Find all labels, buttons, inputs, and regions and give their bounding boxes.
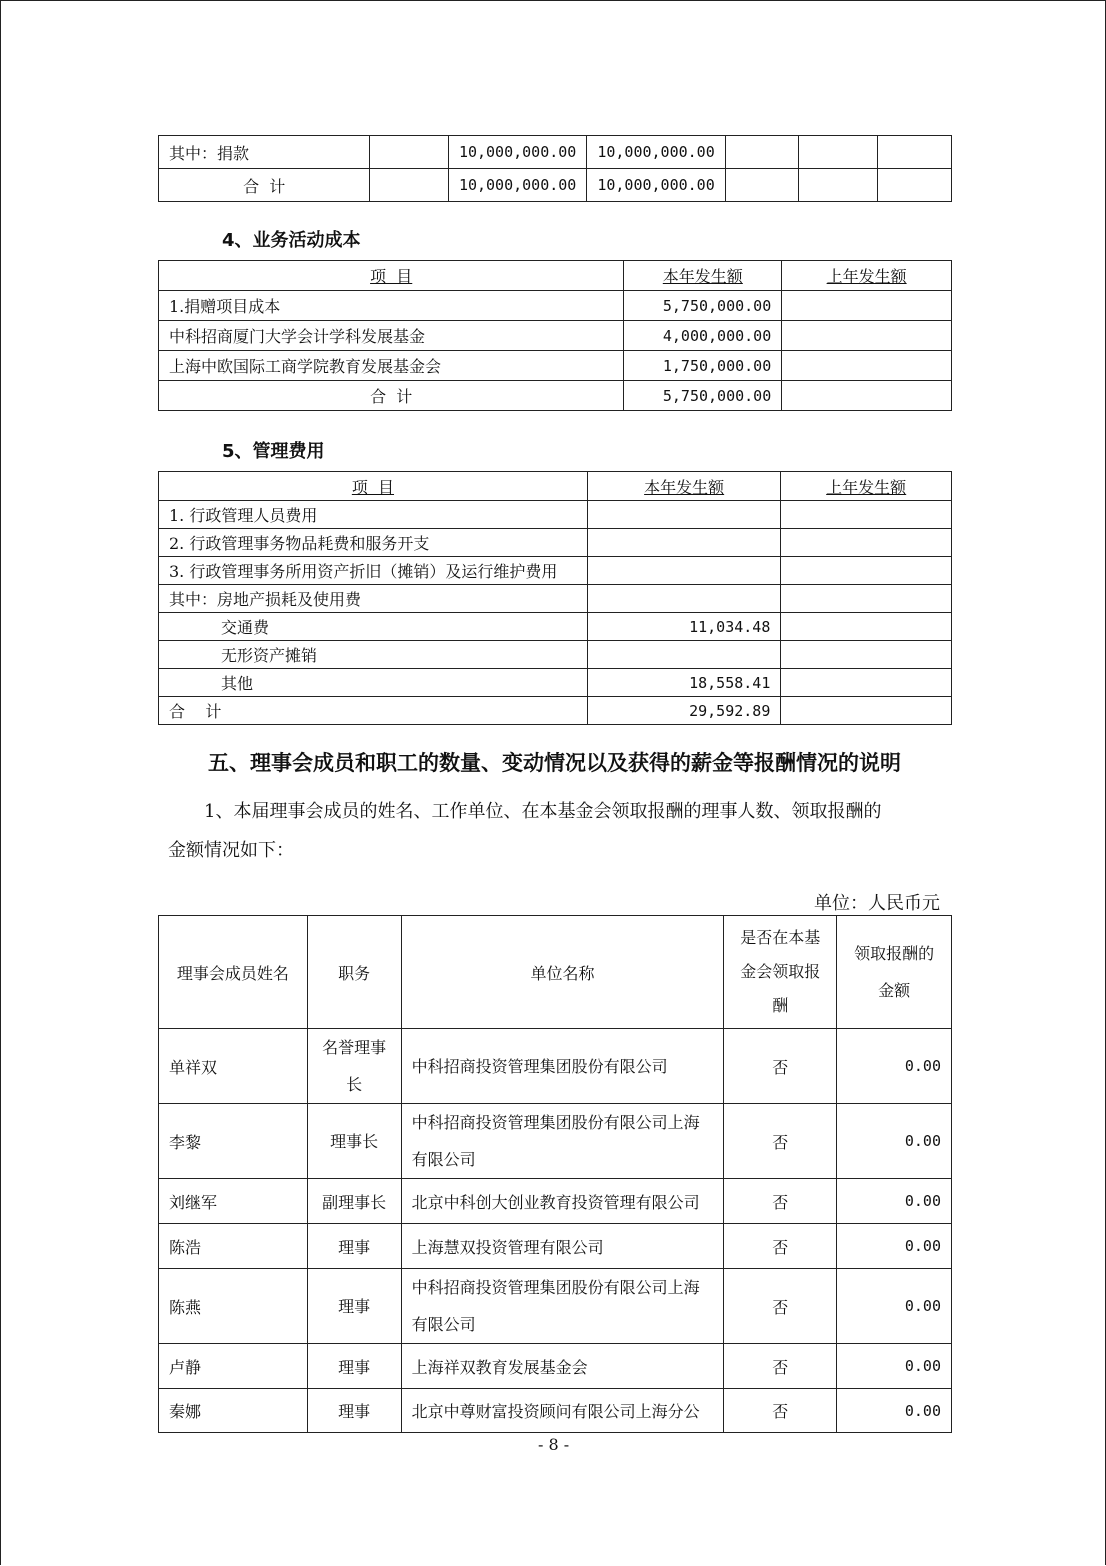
member-name: 陈浩 — [159, 1224, 308, 1269]
col-header-name: 理事会成员姓名 — [159, 916, 308, 1029]
member-org: 上海祥双教育发展基金会 — [401, 1344, 724, 1389]
amount-cell: 10,000,000.00 — [587, 136, 725, 169]
table-header — [159, 916, 952, 1029]
table-row — [159, 169, 952, 202]
member-amount: 0.00 — [837, 1179, 952, 1224]
member-paid: 否 — [724, 1029, 837, 1104]
member-paid: 否 — [724, 1224, 837, 1269]
page-number: - 8 - — [538, 1435, 570, 1454]
table-row — [159, 1104, 952, 1179]
member-name: 刘继军 — [159, 1179, 308, 1224]
member-name: 卢静 — [159, 1344, 308, 1389]
member-position: 理事 — [307, 1269, 401, 1344]
amount-cell: 10,000,000.00 — [587, 169, 725, 202]
member-position: 理事长 — [307, 1104, 401, 1179]
member-org: 上海慧双投资管理有限公司 — [401, 1224, 724, 1269]
member-position: 副理事长 — [307, 1179, 401, 1224]
table-row — [159, 1389, 952, 1433]
table-row — [159, 1179, 952, 1224]
table-row: 1. 行政管理人员费用 — [159, 501, 952, 529]
business-cost-table — [158, 260, 952, 411]
col-header-previous: 上年发生额 — [782, 261, 952, 291]
member-position: 名誉理事 长 — [307, 1029, 401, 1104]
row-label: 合 计 — [159, 169, 370, 202]
member-position: 理事 — [307, 1344, 401, 1389]
section5-title: 5、管理费用 — [222, 441, 325, 462]
member-paid: 否 — [724, 1269, 837, 1344]
table-row: 2. 行政管理事务物品耗费和服务开支 — [159, 529, 952, 557]
col-header-item: 项 目 — [159, 472, 588, 501]
col-header-current: 本年发生额 — [624, 261, 782, 291]
table-row — [159, 1344, 952, 1389]
table-row — [159, 1224, 952, 1269]
col-header-amount: 领取报酬的 金额 — [837, 916, 952, 1029]
management-expense-table — [158, 471, 952, 725]
col-header-position: 职务 — [307, 916, 401, 1029]
table-row — [159, 1029, 952, 1104]
amount-cell: 10,000,000.00 — [448, 136, 586, 169]
member-position: 理事 — [307, 1224, 401, 1269]
section4-title: 4、业务活动成本 — [222, 230, 361, 251]
table-row: 中科招商厦门大学会计学科发展基金 4,000,000.00 — [159, 321, 952, 351]
table-row — [159, 1269, 952, 1344]
member-paid: 否 — [724, 1179, 837, 1224]
section-five-title: 五、理事会成员和职工的数量、变动情况以及获得的薪金等报酬情况的说明 — [208, 751, 901, 775]
col-header-item: 项 目 — [159, 261, 624, 291]
table-row — [159, 136, 952, 169]
table-header — [159, 261, 952, 291]
table-row: 合 计 29,592.89 — [159, 697, 952, 725]
col-header-org: 单位名称 — [401, 916, 724, 1029]
table-row: 3. 行政管理事务所用资产折旧（摊销）及运行维护费用 — [159, 557, 952, 585]
amount-cell: 10,000,000.00 — [448, 169, 586, 202]
col-header-current: 本年发生额 — [587, 472, 780, 501]
table-row: 1.捐赠项目成本 5,750,000.00 — [159, 291, 952, 321]
member-amount: 0.00 — [837, 1029, 952, 1104]
member-amount: 0.00 — [837, 1224, 952, 1269]
table-row: 合 计 5,750,000.00 — [159, 381, 952, 411]
paragraph-line: 1、本届理事会成员的姓名、工作单位、在本基金会领取报酬的理事人数、领取报酬的 — [204, 801, 882, 822]
member-name: 陈燕 — [159, 1269, 308, 1344]
table-row: 其他 18,558.41 — [159, 669, 952, 697]
member-amount: 0.00 — [837, 1104, 952, 1179]
member-org: 中科招商投资管理集团股份有限公司上海 有限公司 — [401, 1269, 724, 1344]
member-paid: 否 — [724, 1389, 837, 1433]
col-header-previous: 上年发生额 — [781, 472, 952, 501]
paragraph-line: 金额情况如下： — [168, 840, 294, 861]
table-row: 无形资产摊销 — [159, 641, 952, 669]
member-org: 中科招商投资管理集团股份有限公司 — [401, 1029, 724, 1104]
table-row: 上海中欧国际工商学院教育发展基金会 1,750,000.00 — [159, 351, 952, 381]
member-org: 北京中尊财富投资顾问有限公司上海分公 — [401, 1389, 724, 1433]
member-name: 单祥双 — [159, 1029, 308, 1104]
member-position: 理事 — [307, 1389, 401, 1433]
member-amount: 0.00 — [837, 1389, 952, 1433]
table-row: 其中：房地产损耗及使用费 — [159, 585, 952, 613]
member-paid: 否 — [724, 1344, 837, 1389]
member-org: 北京中科创大创业教育投资管理有限公司 — [401, 1179, 724, 1224]
board-members-table — [158, 915, 952, 1433]
section-five-paragraph — [168, 792, 948, 870]
table-header — [159, 472, 952, 501]
member-amount: 0.00 — [837, 1269, 952, 1344]
member-org: 中科招商投资管理集团股份有限公司上海 有限公司 — [401, 1104, 724, 1179]
member-paid: 否 — [724, 1104, 837, 1179]
col-header-paid: 是否在本基 金会领取报 酬 — [724, 916, 837, 1029]
member-amount: 0.00 — [837, 1344, 952, 1389]
donations-table — [158, 135, 952, 202]
row-label: 其中：捐款 — [159, 136, 370, 169]
table-row: 交通费 11,034.48 — [159, 613, 952, 641]
member-name: 李黎 — [159, 1104, 308, 1179]
member-name: 秦娜 — [159, 1389, 308, 1433]
currency-unit: 单位：人民币元 — [814, 893, 940, 914]
